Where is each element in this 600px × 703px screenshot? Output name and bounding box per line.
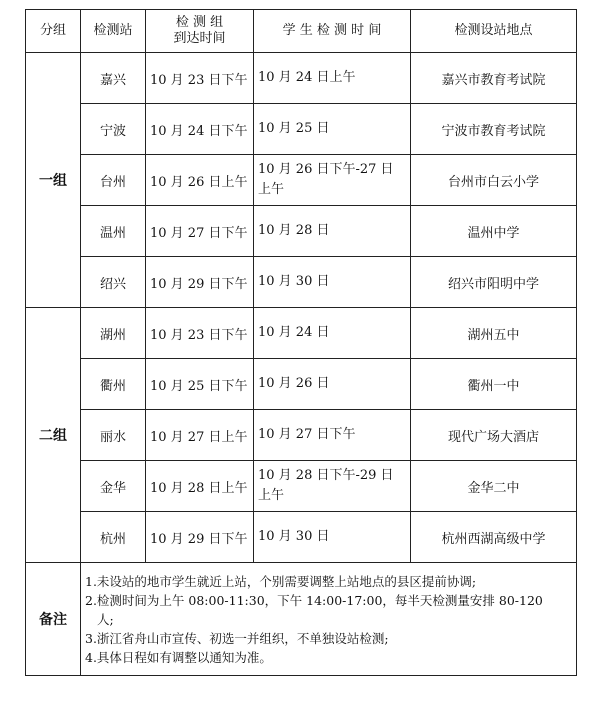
table-row (26, 359, 577, 410)
location-cell: 现代广场大酒店 (411, 410, 577, 461)
schedule-table (25, 9, 577, 676)
table-row (26, 206, 577, 257)
table-row (26, 155, 577, 206)
station-cell: 温州 (81, 206, 146, 257)
note-item: 3.浙江省舟山市宣传、初选一并组织，不单独设站检测; (85, 630, 389, 646)
header-arrival-line1: 检 测 组 (175, 15, 224, 30)
location-cell: 温州中学 (411, 206, 577, 257)
arrival-cell: 10 月 23 日下午 (146, 308, 254, 359)
station-cell: 杭州 (81, 512, 146, 563)
test-time-cell: 10 月 25 日 (254, 104, 411, 155)
location-cell: 宁波市教育考试院 (411, 104, 577, 155)
table-row (26, 461, 577, 512)
notes-label: 备注 (26, 563, 81, 676)
location-cell: 嘉兴市教育考试院 (411, 53, 577, 104)
station-cell: 宁波 (81, 104, 146, 155)
station-cell: 绍兴 (81, 257, 146, 308)
station-cell: 台州 (81, 155, 146, 206)
group-label: 一组 (26, 53, 81, 308)
table-row (26, 104, 577, 155)
test-time-cell: 10 月 24 日 (254, 308, 411, 359)
header-row (26, 10, 577, 53)
location-cell: 衢州一中 (411, 359, 577, 410)
table-row (26, 410, 577, 461)
location-cell: 绍兴市阳明中学 (411, 257, 577, 308)
station-cell: 丽水 (81, 410, 146, 461)
test-time-cell: 10 月 28 日 (254, 206, 411, 257)
arrival-cell: 10 月 29 日下午 (146, 257, 254, 308)
arrival-cell: 10 月 24 日下午 (146, 104, 254, 155)
station-cell: 金华 (81, 461, 146, 512)
notes-row (26, 563, 577, 676)
header-arrival (146, 10, 254, 53)
note-item-continuation: 人; (97, 611, 114, 627)
station-cell: 湖州 (81, 308, 146, 359)
test-time-cell: 10 月 27 日下午 (254, 410, 411, 461)
location-cell: 台州市白云小学 (411, 155, 577, 206)
header-station: 检测站 (81, 10, 146, 53)
arrival-cell: 10 月 27 日下午 (146, 206, 254, 257)
test-time-cell: 10 月 26 日 (254, 359, 411, 410)
note-item: 4.具体日程如有调整以通知为准。 (85, 649, 272, 665)
table-row (26, 308, 577, 359)
station-cell: 衢州 (81, 359, 146, 410)
arrival-cell: 10 月 29 日下午 (146, 512, 254, 563)
header-location: 检测设站地点 (411, 10, 577, 53)
table-row (26, 53, 577, 104)
test-time-cell: 10 月 30 日 (254, 257, 411, 308)
location-cell: 金华二中 (411, 461, 577, 512)
test-time-cell: 10 月 26 日下午-27 日上午 (254, 155, 411, 206)
note-item: 1.未设站的地市学生就近上站，个别需要调整上站地点的县区提前协调; (85, 573, 477, 589)
arrival-cell: 10 月 25 日下午 (146, 359, 254, 410)
header-test-time: 学 生 检 测 时 间 (254, 10, 411, 53)
notes-body (81, 563, 577, 676)
location-cell: 杭州西湖高级中学 (411, 512, 577, 563)
arrival-cell: 10 月 26 日上午 (146, 155, 254, 206)
table-row (26, 257, 577, 308)
arrival-cell: 10 月 28 日上午 (146, 461, 254, 512)
location-cell: 湖州五中 (411, 308, 577, 359)
header-group: 分组 (26, 10, 81, 53)
group-label: 二组 (26, 308, 81, 563)
note-item: 2.检测时间为上午 08:00-11:30，下午 14:00-17:00，每半天检测量安排 80-120 (85, 592, 543, 608)
station-cell: 嘉兴 (81, 53, 146, 104)
test-time-cell: 10 月 30 日 (254, 512, 411, 563)
test-time-cell: 10 月 24 日上午 (254, 53, 411, 104)
arrival-cell: 10 月 23 日下午 (146, 53, 254, 104)
table-row (26, 512, 577, 563)
arrival-cell: 10 月 27 日上午 (146, 410, 254, 461)
header-arrival-line2: 到达时间 (173, 31, 226, 46)
test-time-cell: 10 月 28 日下午-29 日上午 (254, 461, 411, 512)
